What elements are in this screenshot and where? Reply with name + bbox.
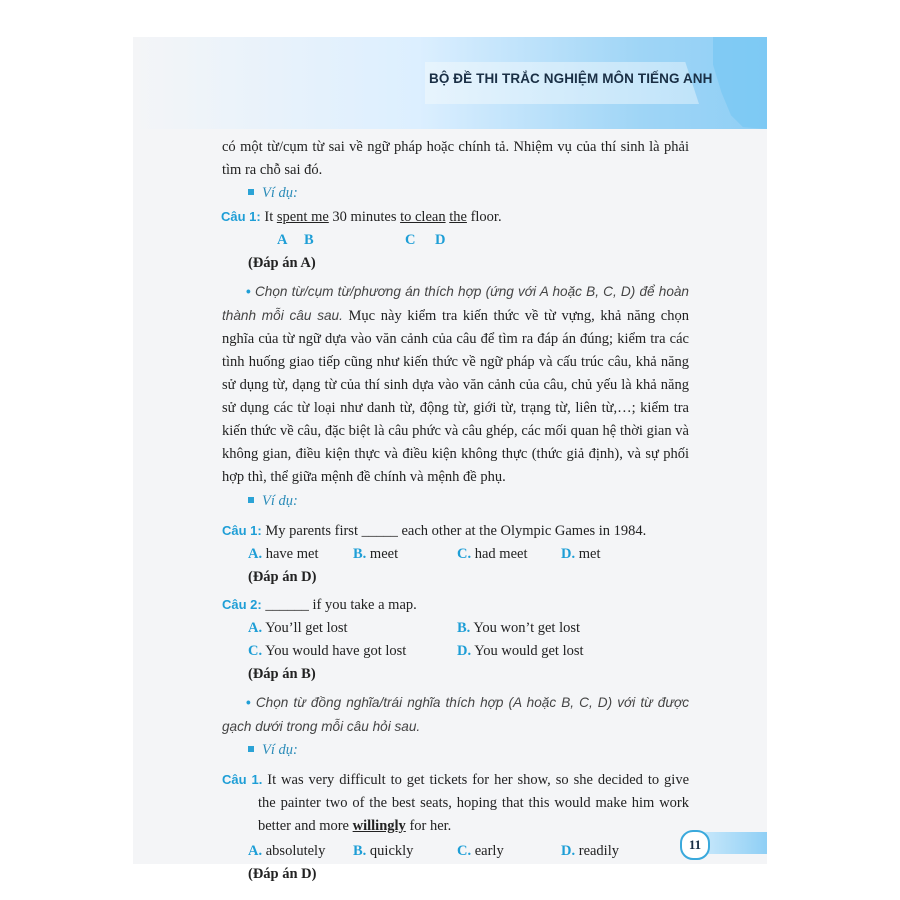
option-c: C. early [457, 843, 504, 859]
letter-d: D [435, 232, 446, 248]
question-label: Câu 1: [221, 209, 261, 224]
options-s2-q2-row2 [248, 640, 689, 663]
running-header-title: BỘ ĐỀ THI TRẮC NGHIỆM MÔN TIẾNG ANH [429, 71, 713, 86]
example-label: Ví dụ: [248, 182, 689, 205]
bullet-dot-icon: • [246, 695, 251, 710]
error-letters [222, 229, 689, 252]
option-a: A. have met [248, 546, 319, 562]
option-c: C. had meet [457, 546, 528, 562]
bullet-dot-icon: • [246, 284, 251, 299]
page-content [222, 136, 689, 886]
options-s2-q1 [248, 543, 689, 566]
bullet-square-icon [248, 746, 254, 752]
example-label: Ví dụ: [248, 739, 689, 762]
option-d: D. readily [561, 843, 619, 859]
question-s2-q1: Câu 1: My parents first _____ each other at the Olympic Games in 1984. [222, 523, 647, 539]
intro-paragraph: có một từ/cụm từ sai về ngữ pháp hoặc chính tả. Nhiệm vụ của thí sinh là phải tìm ra chỗ sai đó. [222, 139, 689, 178]
example-label: Ví dụ: [248, 490, 689, 513]
underlined-part-d: the [449, 209, 467, 225]
underlined-word: willingly [352, 818, 406, 834]
option-d: D. met [561, 546, 601, 562]
underlined-part-a: spent me [276, 209, 329, 225]
bullet-square-icon [248, 189, 254, 195]
page-number: 11 [680, 830, 710, 860]
question-s1-q1: Câu 1: It spent me 30 minutes to clean the floor. [221, 209, 502, 225]
underlined-part-c: to clean [400, 209, 446, 225]
option-a: A. absolutely [248, 843, 326, 859]
letter-a: A [277, 232, 288, 248]
answer-s3-q1: (Đáp án D) [248, 866, 317, 882]
options-s2-q2-row1 [248, 617, 689, 640]
option-b: B. meet [353, 546, 399, 562]
question-s2-q2: Câu 2: ______ if you take a map. [222, 597, 417, 613]
section2-paragraph: • Chọn từ/cụm từ/phương án thích hợp (ứng với A hoặc B, C, D) để hoàn thành mỗi câu sau. Mục này kiểm tra kiến thức về từ vựng, khả năng chọn nghĩa của từ ngữ dựa vào văn cảnh của câu để tìm ra đáp án đúng; kiểm tra các tình huống giao tiếp cũng như kiến thức về ngữ pháp và cấu trúc câu, khả năng sử dụng từ, dạng từ của thí sinh dựa vào văn cảnh của câu, chủ yếu là khả năng sử dụng các từ loại như danh từ, động từ, giới từ, trạng từ, liên từ,…; kiểm tra kiến thức về câu, đặc biệt là câu phức và câu ghép, các mối quan hệ thời gian và không gian, điều kiện thực và điều kiện không thực (thức giả định), và sự phối hợp thì, thể giữa mệnh đề chính và mệnh đề phụ. [222, 284, 689, 485]
option-b: B. quickly [353, 843, 414, 859]
options-s3-q1 [248, 840, 689, 863]
letter-b: B [304, 232, 314, 248]
answer-s2-q2: (Đáp án B) [248, 666, 316, 682]
answer-s1: (Đáp án A) [248, 255, 316, 271]
question-s3-q1: Câu 1. It was very difficult to get tickets for her show, so she decided to give the painter two of the best seats, hoping that this would make him work better and more willingly for her. [222, 772, 690, 834]
answer-s2-q1: (Đáp án D) [248, 569, 317, 585]
bullet-square-icon [248, 497, 254, 503]
book-page [133, 37, 767, 882]
section3-lead: • Chọn từ đồng nghĩa/trái nghĩa thích hợp (A hoặc B, C, D) với từ được gạch dưới trong mỗi câu hỏi sau. [222, 695, 689, 734]
option-d: D. You would get lost [457, 643, 584, 659]
option-a: A. You’ll get lost [248, 620, 348, 636]
option-c: C. You would have got lost [248, 643, 407, 659]
letter-c: C [405, 232, 416, 248]
option-b: B. You won’t get lost [457, 620, 581, 636]
